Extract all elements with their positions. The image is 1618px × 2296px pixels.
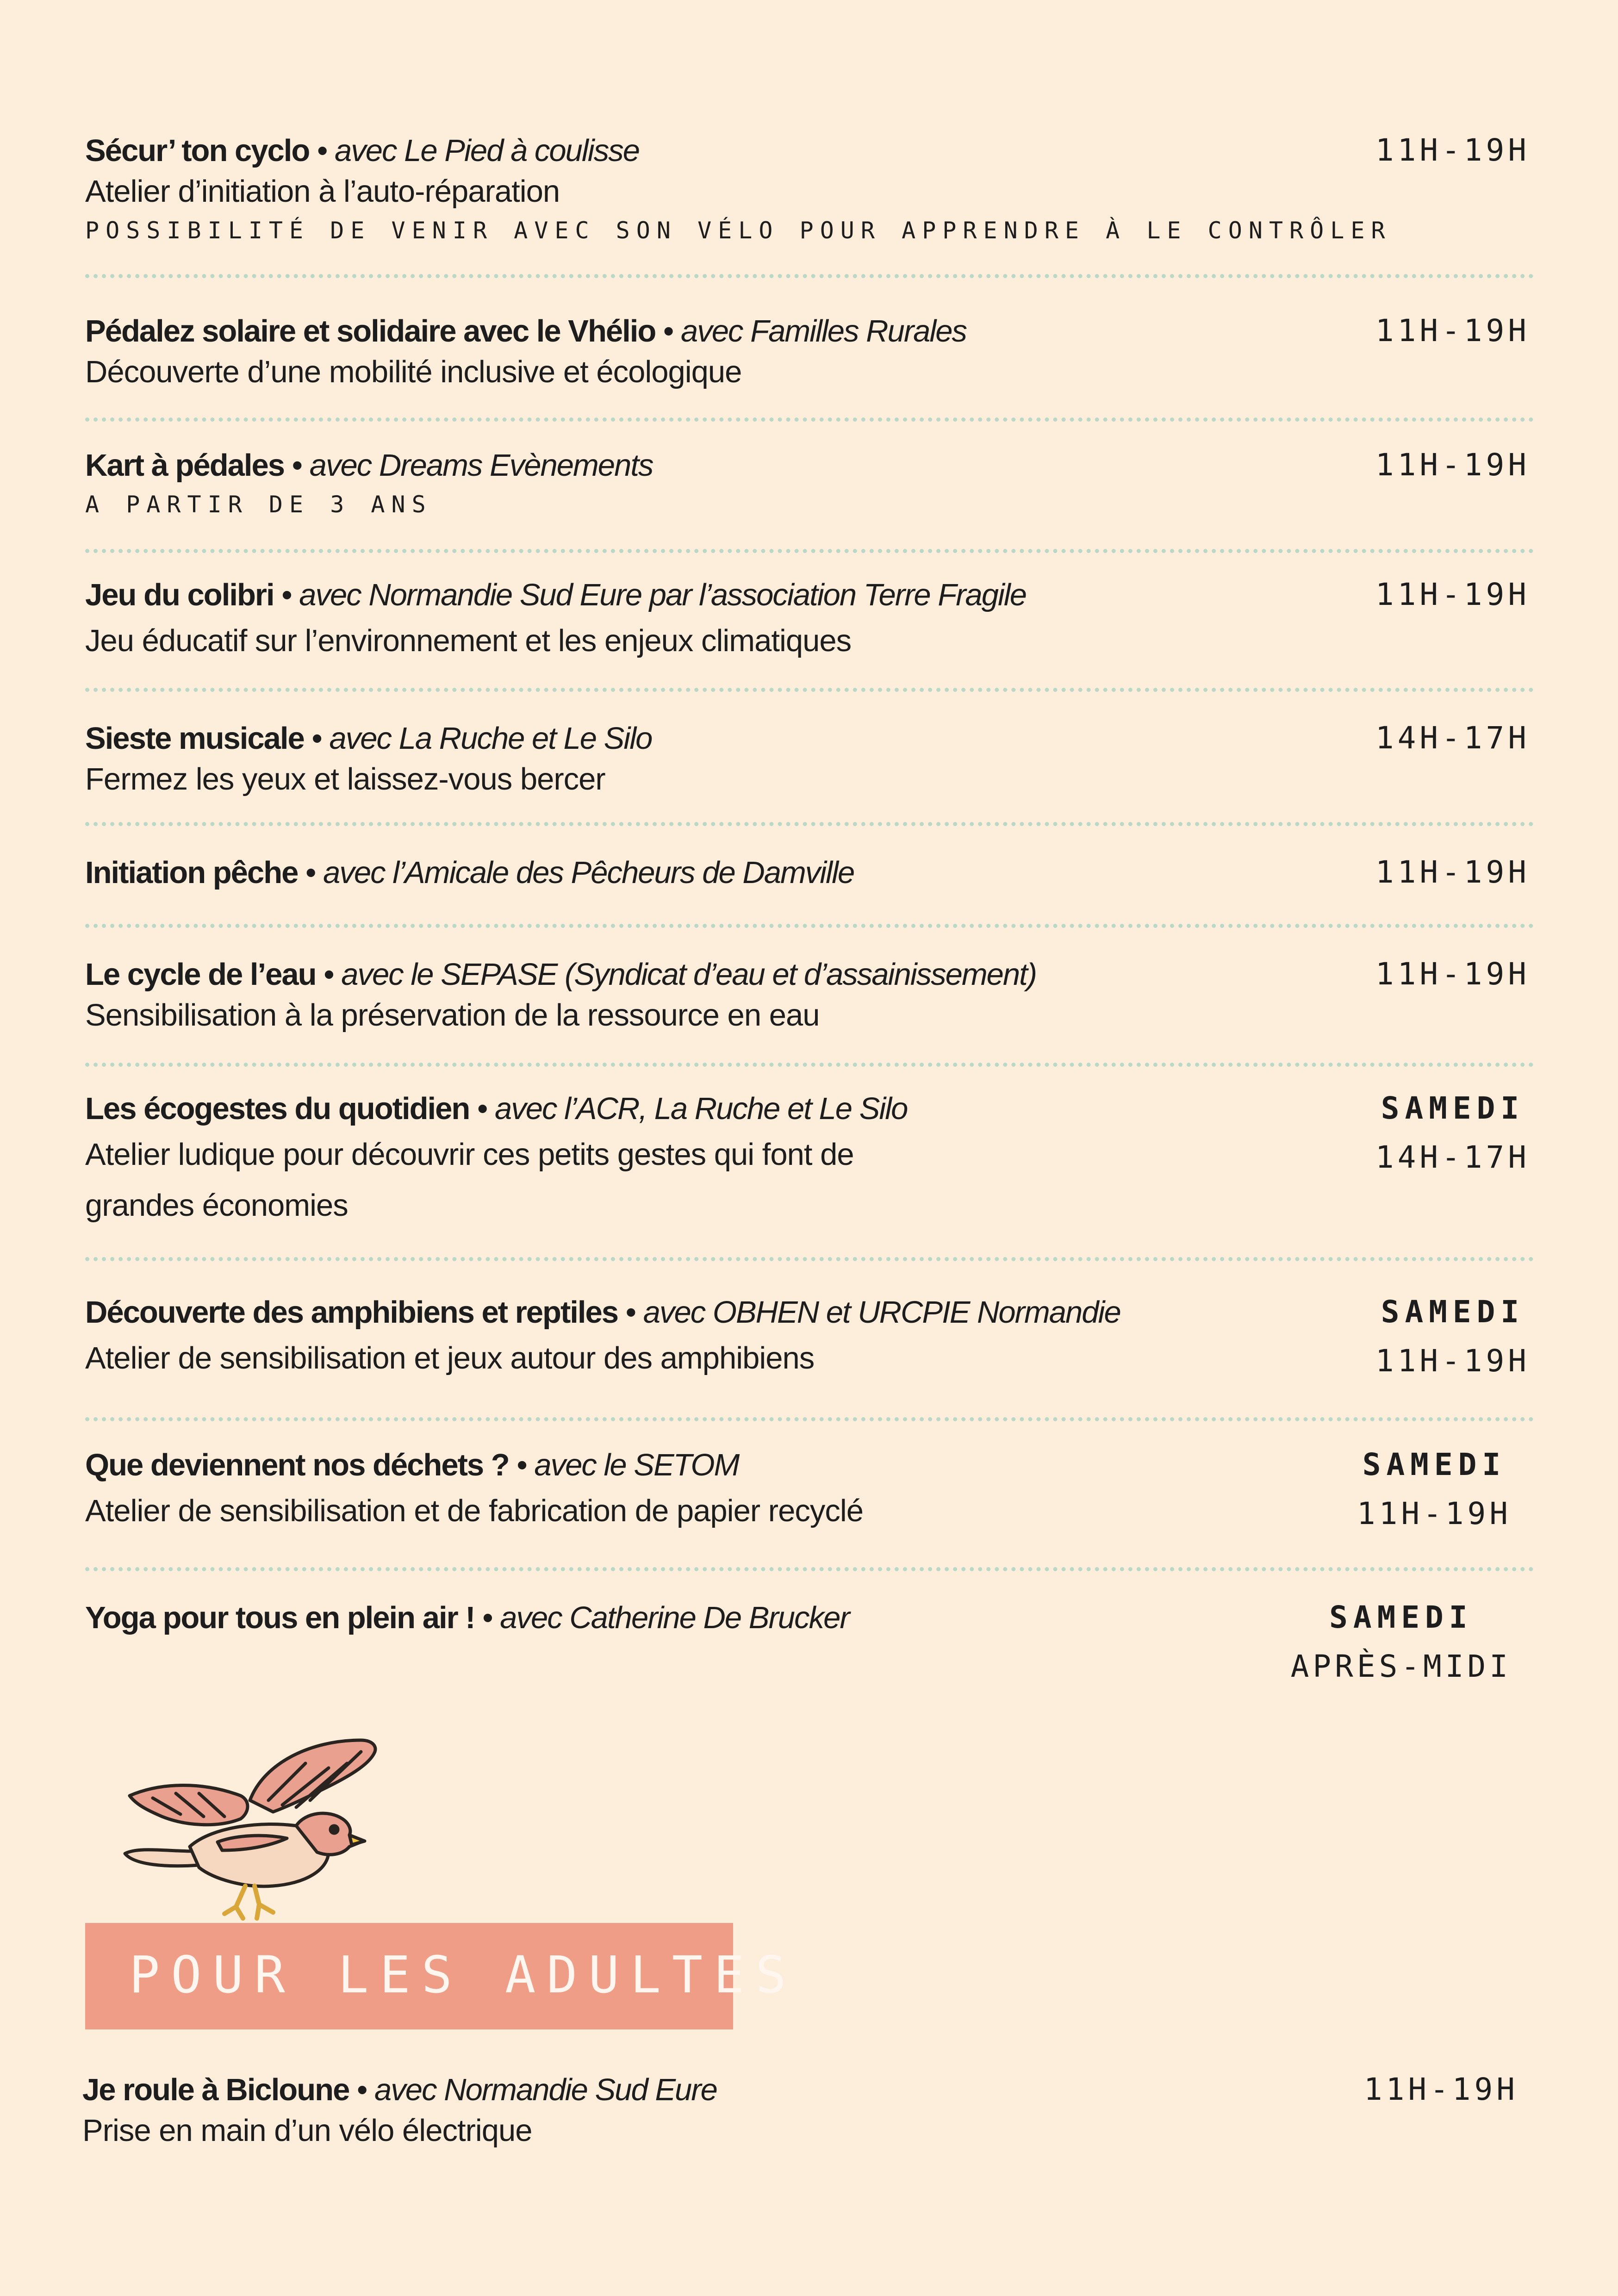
activity-desc: Atelier de sensibilisation et de fabrication de papier recyclé — [85, 1493, 863, 1528]
activity-partner: avec OBHEN et URCPIE Normandie — [643, 1295, 1120, 1330]
activity-title: Sieste musicale — [85, 721, 304, 756]
activity-title-line: Le cycle de l’eau • avec le SEPASE (Syndicat d’eau et d’assainissement) — [85, 957, 1037, 992]
activity-sieste-musicale — [85, 718, 1534, 800]
activity-desc: Atelier de sensibilisation et jeux autour des amphibiens — [85, 1341, 815, 1375]
activity-note: A PARTIR DE 3 ANS — [85, 491, 432, 518]
time-hours: 11H-19H — [1375, 447, 1530, 483]
time-day: SAMEDI — [1362, 1447, 1506, 1482]
activity-title-line: Découverte des amphibiens et reptiles • avec OBHEN et URCPIE Normandie — [85, 1295, 1120, 1330]
time-day: SAMEDI — [1381, 1090, 1525, 1126]
activity-title-line: Pédalez solaire et solidaire avec le Vhélio • avec Familles Rurales — [85, 314, 967, 348]
activity-cycle-de-l-eau — [85, 954, 1534, 1036]
activity-title-line: Kart à pédales • avec Dreams Evènements — [85, 448, 653, 483]
activity-title: Kart à pédales — [85, 448, 285, 483]
activity-desc: Découverte d’une mobilité inclusive et écologique — [85, 355, 742, 389]
activity-desc: Atelier ludique pour découvrir ces petits gestes qui font de — [85, 1137, 854, 1172]
activity-desc: Sensibilisation à la préservation de la ressource en eau — [85, 998, 820, 1033]
separator — [85, 822, 1534, 826]
separator — [85, 274, 1534, 278]
activity-title: Que deviennent nos déchets ? — [85, 1448, 509, 1482]
separator — [85, 924, 1534, 928]
bird-icon — [111, 1731, 407, 1948]
activity-title: Le cycle de l’eau — [85, 957, 316, 992]
activity-title: Yoga pour tous en plein air ! — [85, 1600, 475, 1635]
activity-ecogestes — [85, 1089, 1534, 1231]
activity-title-line: Sécur’ ton cyclo • avec Le Pied à coulisse — [85, 133, 639, 168]
activity-desc: Atelier d’initiation à l’auto-réparation — [85, 174, 560, 209]
activity-pedalez-solaire — [85, 311, 1534, 392]
activity-title: Je roule à Bicloune — [82, 2072, 349, 2107]
activity-partner: avec le SEPASE (Syndicat d’eau et d’assainissement) — [341, 957, 1037, 992]
activity-time — [1364, 2065, 1518, 2114]
activity-title-line: Les écogestes du quotidien • avec l’ACR, La Ruche et Le Silo — [85, 1091, 908, 1126]
activity-partner: avec Normandie Sud Eure — [374, 2072, 717, 2107]
activity-dechets — [85, 1445, 1534, 1537]
activity-title-line: Je roule à Bicloune • avec Normandie Sud Eure — [82, 2072, 717, 2107]
time-hours: 11H-19H — [1375, 956, 1530, 992]
activity-partner: avec Dreams Evènements — [309, 448, 653, 483]
activity-je-roule-a-bicloune — [82, 2070, 1531, 2151]
activity-time — [1375, 714, 1530, 763]
activity-title-line: Sieste musicale • avec La Ruche et Le Silo — [85, 721, 652, 756]
activity-secur-ton-cyclo — [85, 131, 1534, 249]
separator — [85, 549, 1534, 553]
activity-title: Découverte des amphibiens et reptiles — [85, 1295, 618, 1330]
time-hours: APRÈS-MIDI — [1290, 1649, 1512, 1684]
activity-desc: Jeu éducatif sur l’environnement et les enjeux climatiques — [85, 623, 852, 658]
activity-title-line: Initiation pêche • avec l’Amicale des Pêcheurs de Damville — [85, 855, 854, 890]
activity-partner: avec Normandie Sud Eure par l’association Terre Fragile — [299, 578, 1027, 612]
activity-time — [1375, 1084, 1530, 1182]
activity-partner: avec Le Pied à coulisse — [335, 133, 639, 168]
activity-note: POSSIBILITÉ DE VENIR AVEC SON VÉLO POUR APPRENDRE À LE CONTRÔLER — [85, 217, 1392, 244]
activity-time — [1375, 848, 1530, 897]
time-hours: 11H-19H — [1375, 577, 1530, 612]
activity-time — [1375, 570, 1530, 619]
separator — [85, 1063, 1534, 1067]
activity-time — [1375, 306, 1530, 355]
activity-title-line: Jeu du colibri • avec Normandie Sud Eure par l’association Terre Fragile — [85, 578, 1027, 612]
time-hours: 14H-17H — [1375, 1139, 1530, 1175]
separator — [85, 1257, 1534, 1261]
activity-title: Sécur’ ton cyclo — [85, 133, 310, 168]
section-title: POUR LES ADULTES — [129, 1945, 797, 2004]
separator — [85, 688, 1534, 692]
time-hours: 11H-19H — [1375, 854, 1530, 890]
activity-title: Initiation pêche — [85, 855, 298, 890]
activity-title-line: Que deviennent nos déchets ? • avec le SETOM — [85, 1448, 739, 1482]
activity-time — [1357, 1440, 1512, 1538]
time-hours: 11H-19H — [1375, 1343, 1530, 1379]
activity-time — [1375, 950, 1530, 999]
time-day: SAMEDI — [1329, 1599, 1473, 1635]
time-hours: 14H-17H — [1375, 720, 1530, 756]
separator — [85, 1417, 1534, 1421]
activity-partner: avec l’Amicale des Pêcheurs de Damville — [323, 855, 854, 890]
time-hours: 11H-19H — [1363, 2072, 1518, 2107]
activity-kart-a-pedales — [85, 445, 1534, 523]
activity-title: Jeu du colibri — [85, 578, 274, 612]
activity-partner: avec La Ruche et Le Silo — [329, 721, 652, 756]
activity-desc: grandes économies — [85, 1188, 348, 1223]
time-hours: 11H-19H — [1375, 132, 1530, 168]
activity-amphibiens — [85, 1292, 1534, 1384]
activity-partner: avec Familles Rurales — [681, 314, 967, 348]
activity-time — [1375, 126, 1530, 175]
activity-time — [1375, 441, 1530, 490]
activity-initiation-peche — [85, 852, 1534, 893]
time-day: SAMEDI — [1381, 1294, 1525, 1330]
activity-time — [1291, 1593, 1512, 1691]
activity-time — [1375, 1288, 1530, 1386]
activity-title: Les écogestes du quotidien — [85, 1091, 470, 1126]
section-banner — [85, 1923, 797, 2029]
activity-desc: Prise en main d’un vélo électrique — [82, 2113, 532, 2148]
activity-desc: Fermez les yeux et laissez-vous bercer — [85, 762, 605, 796]
activity-partner: avec le SETOM — [534, 1448, 739, 1482]
time-hours: 11H-19H — [1375, 313, 1530, 348]
activity-jeu-du-colibri — [85, 575, 1534, 666]
activity-title-line: Yoga pour tous en plein air ! • avec Catherine De Brucker — [85, 1600, 849, 1635]
separator — [85, 417, 1534, 422]
time-hours: 11H-19H — [1357, 1496, 1512, 1531]
activity-partner: avec l’ACR, La Ruche et Le Silo — [495, 1091, 908, 1126]
separator — [85, 1567, 1534, 1571]
activity-partner: avec Catherine De Brucker — [500, 1600, 849, 1635]
activity-title: Pédalez solaire et solidaire avec le Vhélio — [85, 314, 656, 348]
